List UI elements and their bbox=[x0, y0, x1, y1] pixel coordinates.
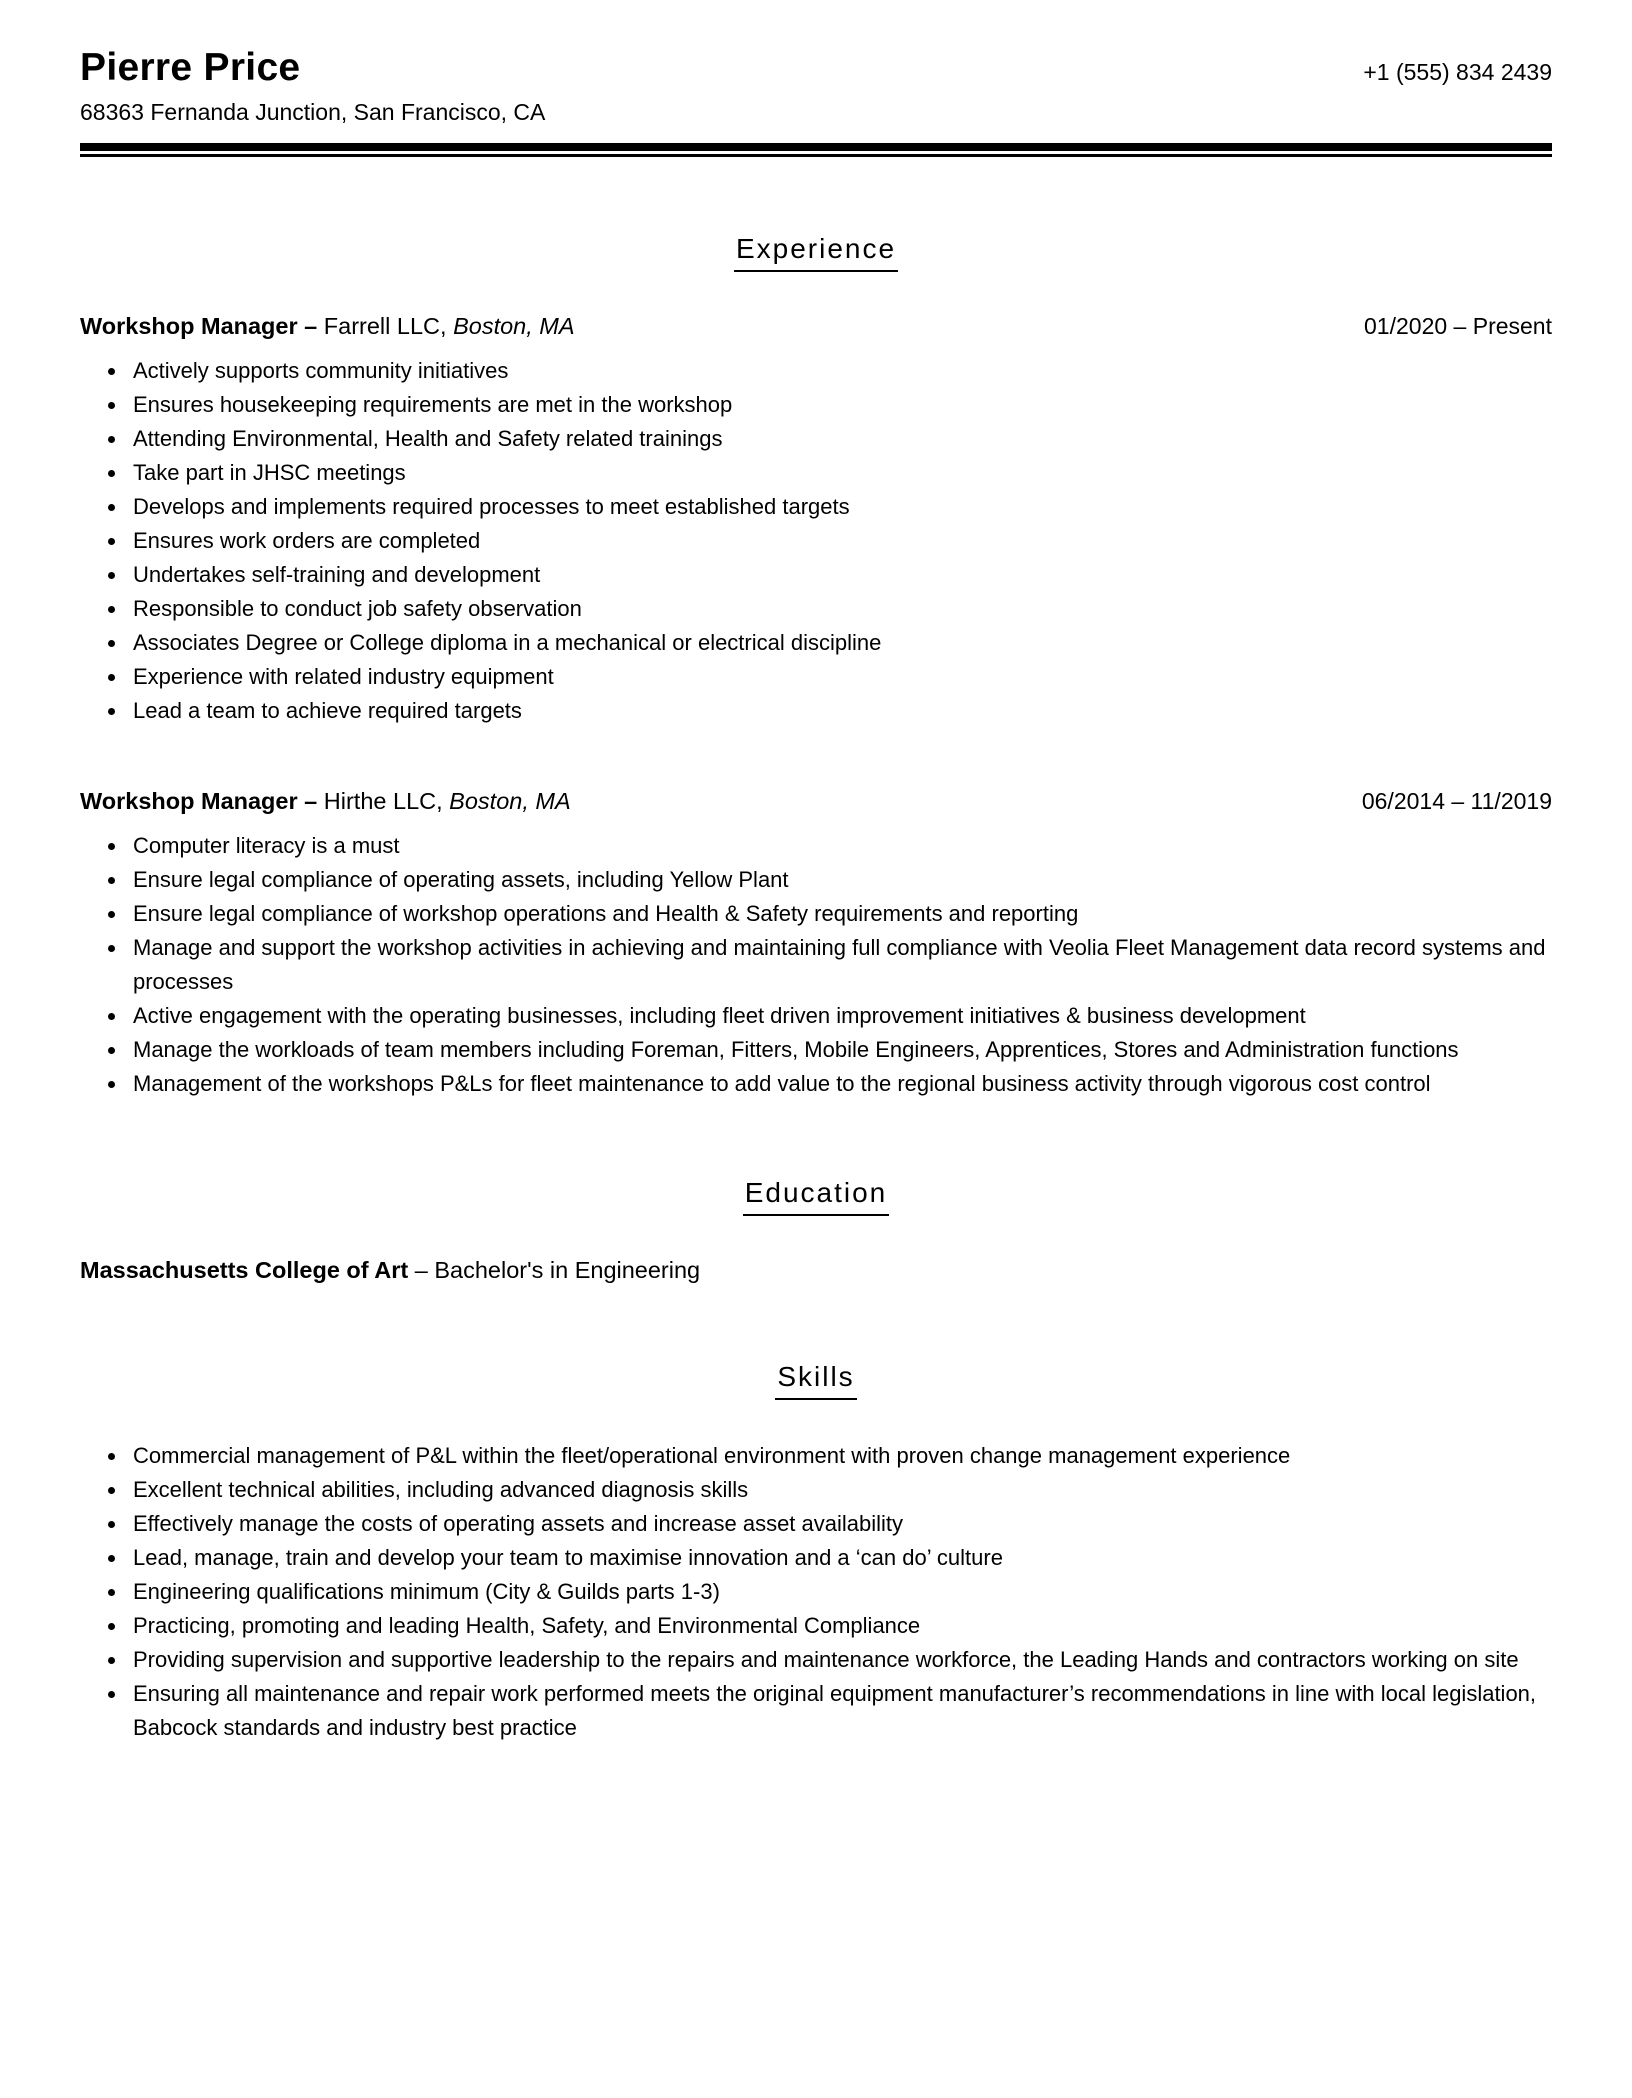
job-bullet: • Manage and support the workshop activities in achieving and maintaining full compliance with Veolia Fleet Management data record systems and processes bbox=[128, 931, 1552, 999]
skill-bullet: • Commercial management of P&L within the fleet/operational environment with proven change management experience bbox=[128, 1439, 1552, 1473]
job-header bbox=[80, 786, 1552, 817]
skill-bullet: • Lead, manage, train and develop your team to maximise innovation and a ‘can do’ culture bbox=[128, 1541, 1552, 1575]
job-bullet: • Management of the workshops P&Ls for fleet maintenance to add value to the regional business activity through vigorous cost control bbox=[128, 1067, 1552, 1101]
education-heading-text: Education bbox=[743, 1177, 890, 1216]
skills-section bbox=[80, 1361, 1552, 1745]
candidate-address: 68363 Fernanda Junction, San Francisco, CA bbox=[80, 99, 546, 125]
job-bullet: • Responsible to conduct job safety observation bbox=[128, 592, 1552, 626]
education-entry bbox=[80, 1255, 1552, 1286]
skill-bullet: • Effectively manage the costs of operating assets and increase asset availability bbox=[128, 1507, 1552, 1541]
experience-section bbox=[80, 233, 1552, 1101]
skills-heading-text: Skills bbox=[775, 1361, 856, 1400]
job-entry-1 bbox=[80, 311, 1552, 728]
job-bullet: • Attending Environmental, Health and Safety related trainings bbox=[128, 422, 1552, 456]
job-bullet: • Ensures housekeeping requirements are met in the workshop bbox=[128, 388, 1552, 422]
job-company: Hirthe LLC, bbox=[323, 787, 443, 814]
job-bullet: • Take part in JHSC meetings bbox=[128, 456, 1552, 490]
job-entry-2 bbox=[80, 786, 1552, 1101]
job-bullet: • Ensure legal compliance of workshop operations and Health & Safety requirements and reporting bbox=[128, 897, 1552, 931]
job-title-line bbox=[80, 786, 571, 817]
job-location: Boston, MA bbox=[449, 787, 571, 814]
job-separator: – bbox=[304, 787, 318, 814]
resume-header bbox=[80, 46, 1552, 157]
job-bullet: • Manage the workloads of team members including Foreman, Fitters, Mobile Engineers, Apprentices, Stores and Administration functions bbox=[128, 1033, 1552, 1067]
job-role: Workshop Manager bbox=[80, 313, 298, 339]
header-top-row bbox=[80, 46, 1552, 90]
skill-bullet: • Excellent technical abilities, including advanced diagnosis skills bbox=[128, 1473, 1552, 1507]
experience-heading bbox=[80, 233, 1552, 265]
skills-bullet-list bbox=[80, 1439, 1552, 1745]
skill-bullet: • Ensuring all maintenance and repair work performed meets the original equipment manufacturer’s recommendations in line with local legislation, Babcock standards and industry best practice bbox=[128, 1677, 1552, 1745]
job-dates: 06/2014 – 11/2019 bbox=[1361, 787, 1552, 814]
experience-heading-text: Experience bbox=[734, 233, 898, 272]
phone-number: +1 (555) 834 2439 bbox=[1363, 59, 1552, 85]
job-bullet-list bbox=[80, 354, 1552, 728]
job-bullet: • Undertakes self-training and development bbox=[128, 558, 1552, 592]
skills-heading bbox=[80, 1361, 1552, 1393]
education-degree: Bachelor's in Engineering bbox=[434, 1256, 701, 1283]
job-bullet: • Develops and implements required processes to meet established targets bbox=[128, 490, 1552, 524]
job-title-line bbox=[80, 311, 575, 342]
job-bullet: • Associates Degree or College diploma in a mechanical or electrical discipline bbox=[128, 626, 1552, 660]
education-school: Massachusetts College of Art bbox=[80, 1256, 409, 1283]
job-header bbox=[80, 311, 1552, 342]
job-bullet: • Ensures work orders are completed bbox=[128, 524, 1552, 558]
job-dates: 01/2020 – Present bbox=[1364, 313, 1552, 339]
job-separator: – bbox=[304, 313, 318, 339]
job-bullet: • Lead a team to achieve required targets bbox=[128, 694, 1552, 728]
job-location: Boston, MA bbox=[453, 313, 575, 339]
candidate-name: Pierre Price bbox=[80, 46, 301, 89]
education-heading bbox=[80, 1177, 1552, 1209]
job-bullet-list bbox=[80, 829, 1552, 1101]
header-divider bbox=[80, 143, 1552, 157]
education-section bbox=[80, 1177, 1552, 1286]
job-bullet: • Computer literacy is a must bbox=[128, 829, 1552, 863]
job-bullet: • Experience with related industry equipment bbox=[128, 660, 1552, 694]
job-bullet: • Ensure legal compliance of operating assets, including Yellow Plant bbox=[128, 863, 1552, 897]
skill-bullet: • Practicing, promoting and leading Health, Safety, and Environmental Compliance bbox=[128, 1609, 1552, 1643]
job-company: Farrell LLC, bbox=[323, 313, 447, 339]
skill-bullet: • Providing supervision and supportive leadership to the repairs and maintenance workforce, the Leading Hands and contractors working on site bbox=[128, 1643, 1552, 1677]
education-separator: – bbox=[414, 1256, 428, 1283]
job-role: Workshop Manager bbox=[80, 787, 298, 814]
skill-bullet: • Engineering qualifications minimum (City & Guilds parts 1-3) bbox=[128, 1575, 1552, 1609]
job-bullet: • Actively supports community initiatives bbox=[128, 354, 1552, 388]
job-bullet: • Active engagement with the operating businesses, including fleet driven improvement initiatives & business development bbox=[128, 999, 1552, 1033]
